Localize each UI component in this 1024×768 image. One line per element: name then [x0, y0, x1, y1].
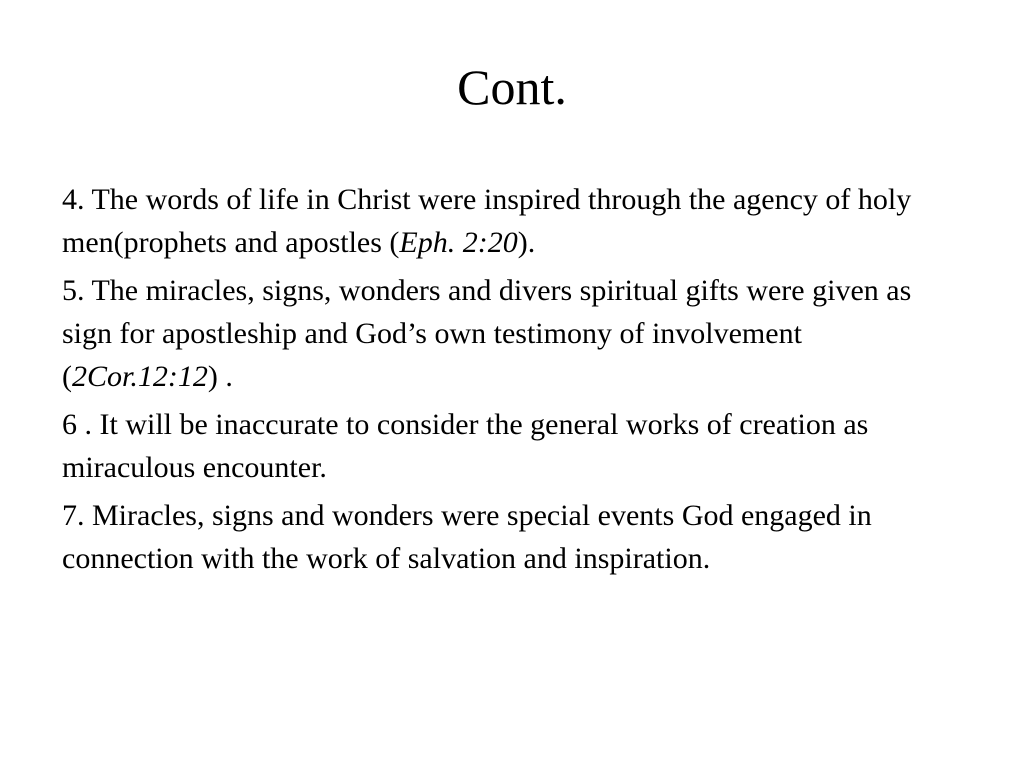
list-item-5: [62, 269, 962, 398]
scripture-reference: Eph. 2:20: [399, 226, 518, 259]
scripture-reference: 2Cor.12:12: [72, 360, 208, 393]
list-item-6: [62, 403, 962, 489]
slide-title: Cont.: [457, 59, 567, 115]
point-text-end: ).: [517, 226, 536, 259]
point-text: 6 . It will be inaccurate to consider the general works of creation as miraculous encounter.: [62, 408, 869, 484]
content-list: [62, 178, 962, 585]
point-text: 7. Miracles, signs and wonders were special events God engaged in connection with the work of salvation and inspiration.: [62, 499, 872, 575]
list-item-7: [62, 494, 962, 580]
point-text: 4. The words of life in Christ were inspired through the agency of holy men(prophets and apostles (: [62, 183, 912, 259]
point-text: 5. The miracles, signs, wonders and divers spiritual gifts were given as sign for apostleship and God’s own testimony of involvement (: [62, 274, 912, 393]
list-item-4: [62, 178, 962, 264]
point-text-end: ) .: [207, 360, 233, 393]
